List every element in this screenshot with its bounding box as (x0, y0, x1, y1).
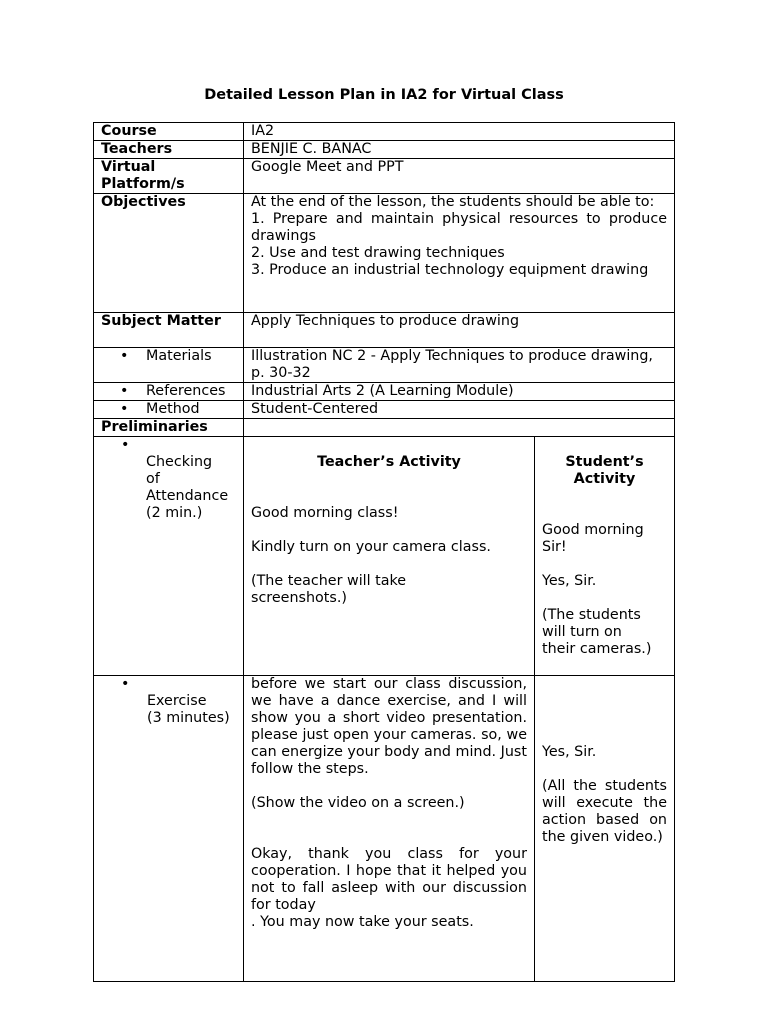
row-course (94, 123, 675, 141)
row-exercise (94, 676, 675, 982)
preliminaries-value (244, 419, 675, 437)
student-exercise-p2: (All the students will execute the action based on the given video.) (542, 778, 667, 845)
objectives-value (244, 194, 675, 313)
teacher-exercise-p3: Okay, thank you class for your cooperation. I hope that it helped you not to fall asleep with our discussion for today . You may now take your seats. (251, 846, 527, 930)
student-activity-cell (535, 437, 675, 676)
subject-matter-value: Apply Techniques to produce drawing (244, 313, 675, 348)
teacher-exercise-cell (244, 676, 535, 982)
row-subject-matter (94, 313, 675, 348)
row-checking-attendance (94, 437, 675, 676)
materials-label: • Materials (94, 348, 244, 383)
course-value: IA2 (244, 123, 675, 141)
bullet-icon: • (121, 676, 130, 692)
teacher-attendance-text: Good morning class! Kindly turn on your camera class. (The teacher will take screenshots.) (251, 505, 491, 606)
row-preliminaries (94, 419, 675, 437)
bullet-icon: • (121, 437, 130, 453)
method-value: Student-Centered (244, 401, 675, 419)
bullet-icon: • (120, 348, 129, 364)
references-value: Industrial Arts 2 (A Learning Module) (244, 383, 675, 401)
teacher-activity-header: Teacher’s Activity (317, 454, 461, 470)
row-method (94, 401, 675, 419)
row-materials (94, 348, 675, 383)
subject-matter-label: Subject Matter (94, 313, 244, 348)
bullet-icon: • (120, 401, 129, 417)
platform-label: Virtual Platform/s (94, 159, 244, 194)
objective-3: 3. Produce an industrial technology equipment drawing (251, 262, 649, 278)
materials-value: Illustration NC 2 - Apply Techniques to produce drawing, p. 30-32 (244, 348, 675, 383)
student-exercise-cell (535, 676, 675, 982)
objective-1: 1. Prepare and maintain physical resources to produce drawings (251, 211, 667, 244)
bullet-icon: • (120, 383, 129, 399)
references-label: • References (94, 383, 244, 401)
objectives-intro: At the end of the lesson, the students should be able to: (251, 194, 655, 210)
course-label: Course (94, 123, 244, 141)
student-attendance-text: Good morning Sir! Yes, Sir. (The students will turn on their cameras.) (542, 522, 652, 657)
document-title: Detailed Lesson Plan in IA2 for Virtual Class (204, 87, 564, 103)
exercise-label: • Exercise (3 minutes) (94, 676, 244, 982)
preliminaries-label: Preliminaries (94, 419, 244, 437)
row-platform (94, 159, 675, 194)
platform-value: Google Meet and PPT (244, 159, 675, 194)
objective-2: 2. Use and test drawing techniques (251, 245, 505, 261)
row-teachers (94, 141, 675, 159)
teachers-value: BENJIE C. BANAC (244, 141, 675, 159)
objectives-label: Objectives (94, 194, 244, 313)
teacher-exercise-p2: (Show the video on a screen.) (251, 795, 465, 811)
student-activity-header: Student’s Activity (565, 454, 644, 487)
teacher-exercise-p1: before we start our class discussion, we have a dance exercise, and I will show you a short video presentation. please just open your cameras. so, we can energize your body and mind. Just follow the steps. (251, 676, 527, 777)
method-label: • Method (94, 401, 244, 419)
teacher-activity-cell (244, 437, 535, 676)
student-exercise-p1: Yes, Sir. (542, 744, 597, 760)
teachers-label: Teachers (94, 141, 244, 159)
row-references (94, 383, 675, 401)
lesson-plan-table (93, 122, 675, 982)
checking-label: • Checking of Attendance (2 min.) (94, 437, 244, 676)
row-objectives (94, 194, 675, 313)
